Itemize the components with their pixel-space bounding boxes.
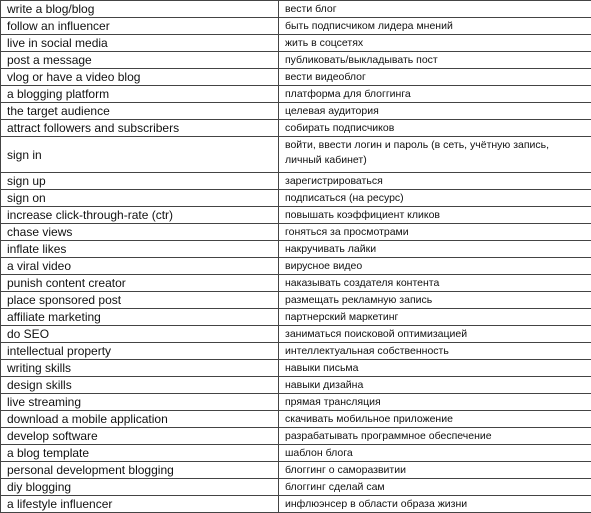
table-row: [1, 479, 591, 496]
english-term-cell: a viral video: [1, 258, 279, 275]
table-row: [1, 120, 591, 137]
english-term-cell: a blogging platform: [1, 86, 279, 103]
russian-translation-cell: платформа для блоггинга: [279, 86, 591, 103]
russian-translation-cell: вирусное видео: [279, 258, 591, 275]
russian-translation-cell: шаблон блога: [279, 445, 591, 462]
russian-translation-cell: повышать коэффициент кликов: [279, 207, 591, 224]
english-term-cell: a blog template: [1, 445, 279, 462]
russian-translation-cell: собирать подписчиков: [279, 120, 591, 137]
table-row: [1, 343, 591, 360]
table-row: [1, 35, 591, 52]
english-term-cell: diy blogging: [1, 479, 279, 496]
table-row: [1, 173, 591, 190]
table-row: [1, 190, 591, 207]
english-term-cell: do SEO: [1, 326, 279, 343]
table-row: [1, 292, 591, 309]
english-term-cell: vlog or have a video blog: [1, 69, 279, 86]
table-row: [1, 241, 591, 258]
english-term-cell: design skills: [1, 377, 279, 394]
english-term-cell: increase click-through-rate (ctr): [1, 207, 279, 224]
russian-translation-cell: навыки дизайна: [279, 377, 591, 394]
table-row: [1, 103, 591, 120]
english-term-cell: punish content creator: [1, 275, 279, 292]
russian-translation-cell: блоггинг о саморазвитии: [279, 462, 591, 479]
table-row: [1, 86, 591, 103]
english-term-cell: sign on: [1, 190, 279, 207]
english-term-cell: sign in: [1, 137, 279, 173]
english-term-cell: write a blog/blog: [1, 1, 279, 18]
russian-translation-cell: блоггинг сделай сам: [279, 479, 591, 496]
table-row: [1, 445, 591, 462]
english-term-cell: affiliate marketing: [1, 309, 279, 326]
russian-translation-cell: инфлюэнсер в области образа жизни: [279, 496, 591, 513]
russian-translation-cell: вести видеоблог: [279, 69, 591, 86]
russian-translation-cell: заниматься поисковой оптимизацией: [279, 326, 591, 343]
russian-translation-cell: подписаться (на ресурс): [279, 190, 591, 207]
table-row: [1, 360, 591, 377]
english-term-cell: personal development blogging: [1, 462, 279, 479]
english-term-cell: writing skills: [1, 360, 279, 377]
russian-translation-cell: гоняться за просмотрами: [279, 224, 591, 241]
english-term-cell: chase views: [1, 224, 279, 241]
english-term-cell: sign up: [1, 173, 279, 190]
table-row: [1, 52, 591, 69]
table-row: [1, 428, 591, 445]
english-term-cell: download a mobile application: [1, 411, 279, 428]
table-row: [1, 137, 591, 173]
russian-translation-cell: быть подписчиком лидера мнений: [279, 18, 591, 35]
russian-translation-cell: интеллектуальная собственность: [279, 343, 591, 360]
vocabulary-table-body: [1, 1, 591, 513]
english-term-cell: post a message: [1, 52, 279, 69]
table-row: [1, 326, 591, 343]
english-term-cell: follow an influencer: [1, 18, 279, 35]
table-row: [1, 1, 591, 18]
english-term-cell: attract followers and subscribers: [1, 120, 279, 137]
russian-translation-cell: прямая трансляция: [279, 394, 591, 411]
russian-translation-cell: навыки письма: [279, 360, 591, 377]
table-row: [1, 224, 591, 241]
russian-translation-cell: размещать рекламную запись: [279, 292, 591, 309]
english-term-cell: intellectual property: [1, 343, 279, 360]
russian-translation-cell: наказывать создателя контента: [279, 275, 591, 292]
english-term-cell: live in social media: [1, 35, 279, 52]
english-term-cell: live streaming: [1, 394, 279, 411]
russian-translation-cell: скачивать мобильное приложение: [279, 411, 591, 428]
table-row: [1, 411, 591, 428]
table-row: [1, 394, 591, 411]
table-row: [1, 377, 591, 394]
english-term-cell: inflate likes: [1, 241, 279, 258]
table-row: [1, 258, 591, 275]
english-term-cell: a lifestyle influencer: [1, 496, 279, 513]
table-row: [1, 207, 591, 224]
english-term-cell: place sponsored post: [1, 292, 279, 309]
table-row: [1, 462, 591, 479]
table-row: [1, 69, 591, 86]
russian-translation-cell: публиковать/выкладывать пост: [279, 52, 591, 69]
russian-translation-cell: разрабатывать программное обеспечение: [279, 428, 591, 445]
russian-translation-cell: войти, ввести логин и пароль (в сеть, учётную запись, личный кабинет): [279, 137, 591, 173]
russian-translation-cell: накручивать лайки: [279, 241, 591, 258]
table-row: [1, 275, 591, 292]
english-term-cell: the target audience: [1, 103, 279, 120]
english-term-cell: develop software: [1, 428, 279, 445]
russian-translation-cell: целевая аудитория: [279, 103, 591, 120]
russian-translation-cell: зарегистрироваться: [279, 173, 591, 190]
russian-translation-cell: партнерский маркетинг: [279, 309, 591, 326]
russian-translation-cell: жить в соцсетях: [279, 35, 591, 52]
russian-translation-cell: вести блог: [279, 1, 591, 18]
table-row: [1, 309, 591, 326]
table-row: [1, 18, 591, 35]
